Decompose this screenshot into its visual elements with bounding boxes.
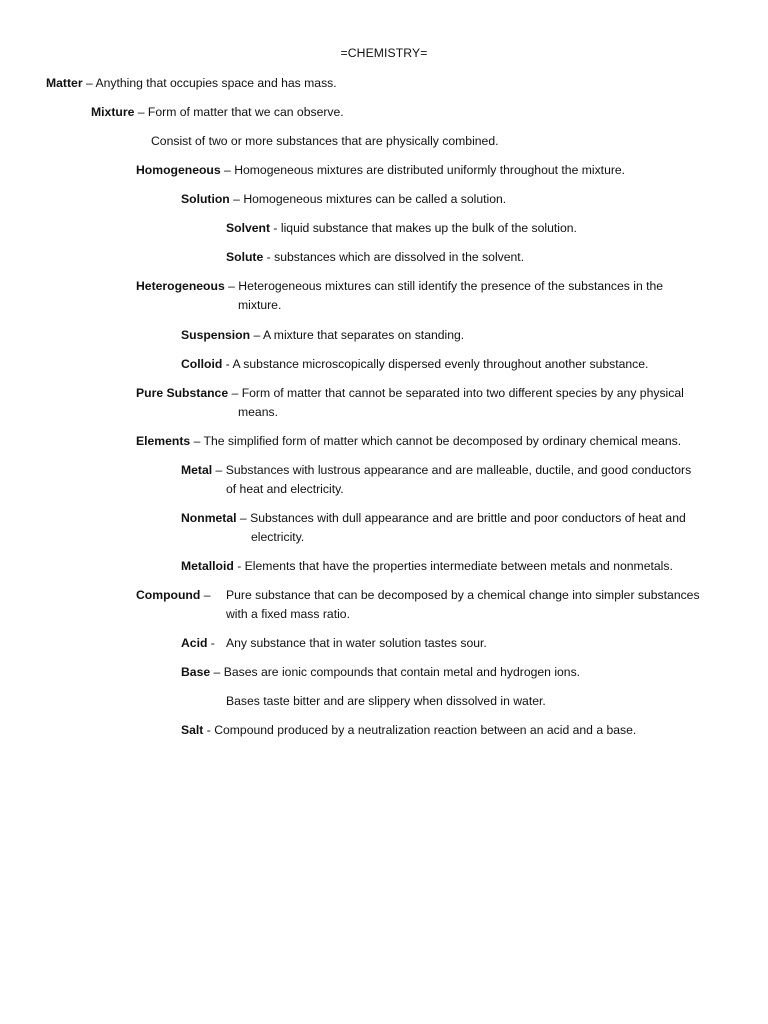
entry-colloid [181,355,648,374]
entry-heterogeneous [136,277,663,296]
term: Metalloid [181,559,234,573]
separator: – [228,386,242,400]
separator: – [224,279,239,293]
term: Mixture [91,105,135,119]
entry-mixture-note [151,132,499,151]
separator: – [229,192,244,206]
term: Base [181,665,211,679]
entry-heterogeneous-continuation [238,296,281,315]
entry-pure-substance-continuation [238,403,278,422]
definition: Compound produced by a neutralization reaction between an acid and a base. [214,723,637,737]
entry-metal-continuation [226,480,344,499]
separator: – [236,511,251,525]
entry-salt [181,721,636,740]
separator: – [210,665,224,679]
definition: Anything that occupies space and has mass. [95,76,337,90]
page-title: =CHEMISTRY= [340,46,428,60]
entry-solution [181,190,506,209]
entry-suspension [181,326,464,345]
definition-continuation: electricity. [251,530,305,544]
definition: Consist of two or more substances that are physically combined. [151,134,499,148]
definition: substances which are dissolved in the solvent. [274,250,525,264]
separator: – [220,163,235,177]
term: Heterogeneous [136,279,225,293]
entry-base [181,663,580,682]
separator: – [250,328,263,342]
entry-solvent [226,219,577,238]
definition: liquid substance that makes up the bulk of the solution. [280,221,577,235]
entry-acid-definition [226,634,487,653]
definition: The simplified form of matter which cannot be decomposed by ordinary chemical means. [203,434,682,448]
definition: Substances with lustrous appearance and are malleable, ductile, and good conductors [225,463,692,477]
term: Elements [136,434,191,448]
entry-compound-definition [226,586,700,605]
term: Nonmetal [181,511,237,525]
separator: - [203,723,215,737]
definition: Form of matter that we can observe. [147,105,344,119]
definition: Pure substance that can be decomposed by a chemical change into simpler substances [226,588,700,602]
entry-matter [46,74,337,93]
separator: – [212,463,226,477]
separator: – [190,434,204,448]
entry-compound-continuation [226,605,350,624]
entry-homogeneous [136,161,625,180]
definition: Bases are ionic compounds that contain metal and hydrogen ions. [223,665,581,679]
definition: Heterogeneous mixtures can still identify the presence of the substances in the [238,279,664,293]
definition: Form of matter that cannot be separated into two different species by any physical [241,386,684,400]
definition-continuation: of heat and electricity. [226,482,344,496]
term: Pure Substance [136,386,229,400]
definition: Substances with dull appearance and are brittle and poor conductors of heat and [250,511,686,525]
definition-continuation: mixture. [238,298,282,312]
definition-continuation: with a fixed mass ratio. [226,607,350,621]
separator: - [263,250,275,264]
entry-metal [181,461,691,480]
definition: Bases taste bitter and are slippery when dissolved in water. [226,694,546,708]
term: Suspension [181,328,251,342]
definition-continuation: means. [238,405,278,419]
separator: - [207,636,215,650]
separator: - [233,559,245,573]
term: Homogeneous [136,163,221,177]
term: Acid [181,636,208,650]
entry-acid [181,634,215,653]
separator: – [200,588,211,602]
entry-nonmetal-continuation [251,528,304,547]
entry-nonmetal [181,509,686,528]
term: Metal [181,463,213,477]
separator: – [82,76,96,90]
separator: – [134,105,148,119]
term: Solution [181,192,230,206]
definition: A mixture that separates on standing. [262,328,465,342]
entry-pure-substance [136,384,684,403]
term: Salt [181,723,204,737]
entry-base-note [226,692,546,711]
term: Compound [136,588,201,602]
term: Colloid [181,357,223,371]
entry-solute [226,248,524,267]
definition: Homogeneous mixtures can be called a solution. [243,192,507,206]
entry-elements [136,432,681,451]
term: Solvent [226,221,271,235]
entry-metalloid [181,557,673,576]
definition: A substance microscopically dispersed evenly throughout another substance. [232,357,649,371]
definition: Homogeneous mixtures are distributed uniformly throughout the mixture. [234,163,626,177]
term: Matter [46,76,83,90]
separator: - [222,357,233,371]
entry-compound [136,586,210,605]
definition: Any substance that in water solution tastes sour. [226,636,487,650]
entry-mixture [91,103,344,122]
term: Solute [226,250,264,264]
separator: - [270,221,281,235]
definition: Elements that have the properties intermediate between metals and nonmetals. [244,559,673,573]
